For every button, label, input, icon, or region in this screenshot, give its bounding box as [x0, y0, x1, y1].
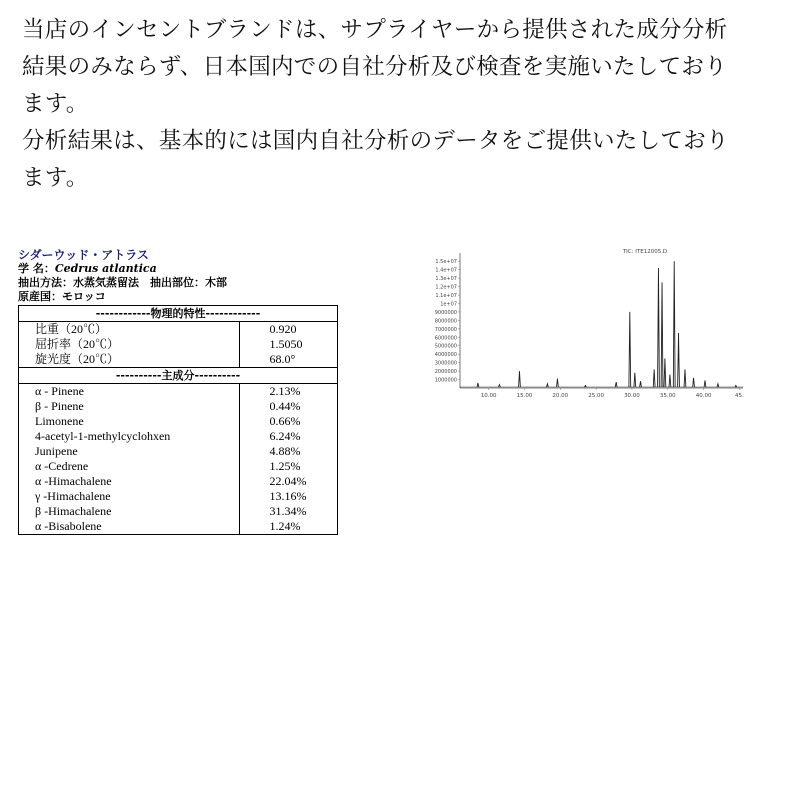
component-name: β -Himachalene — [35, 504, 112, 518]
scientific-name-line — [18, 262, 338, 276]
chromatogram-peak — [684, 369, 686, 387]
chart-title: TIC: ITE12005.D — [622, 249, 668, 255]
components-header: ----------主成分---------- — [19, 368, 338, 384]
component-value: 31.34% — [239, 504, 337, 519]
scientific-name: Cedrus atlantica — [54, 262, 157, 275]
component-name: Limonene — [35, 414, 84, 428]
chromatogram-peak — [557, 379, 559, 387]
chromatogram-peak — [477, 383, 479, 387]
y-tick-label: 6000000 — [434, 335, 457, 342]
y-tick-label: 5000000 — [434, 343, 457, 350]
component-name: γ -Himachalene — [35, 489, 111, 503]
table-row — [19, 474, 338, 489]
chromatogram-peak — [673, 261, 675, 387]
chromatogram-peak — [717, 384, 719, 387]
y-tick-label: 1e+07 — [440, 301, 457, 308]
chromatogram-peak — [664, 358, 666, 387]
chromatogram-peak — [499, 385, 501, 387]
chromatogram-peak — [640, 381, 642, 387]
physical-header: ------------物理的特性------------ — [19, 306, 338, 322]
intro-line: ます。 — [22, 91, 89, 117]
table-row — [19, 489, 338, 504]
x-tick-label: 10.00 — [480, 393, 497, 399]
chromatogram-peak — [661, 282, 663, 387]
table-row — [19, 384, 338, 400]
chromatogram-peak — [658, 268, 660, 387]
component-name: β - Pinene — [35, 399, 84, 413]
product-name: シダーウッド・アトラス — [18, 248, 149, 262]
components-section-header — [19, 368, 338, 384]
table-row — [19, 322, 338, 338]
extraction-info: 抽出方法：水蒸気蒸留法 抽出部位：木部 — [18, 276, 227, 289]
chromatogram-chart — [415, 245, 750, 405]
property-name: 比重（20℃） — [35, 322, 108, 336]
component-value: 0.66% — [239, 414, 337, 429]
component-value: 6.24% — [239, 429, 337, 444]
spec-table — [18, 305, 338, 535]
property-value: 68.0° — [239, 352, 337, 368]
component-value: 1.25% — [239, 459, 337, 474]
table-row — [19, 352, 338, 368]
component-name: α -Himachalene — [35, 474, 112, 488]
component-name: Junipene — [35, 444, 78, 458]
y-tick-label: 9000000 — [434, 309, 457, 316]
chromatogram-peak — [547, 384, 549, 387]
table-row — [19, 414, 338, 429]
component-value: 4.88% — [239, 444, 337, 459]
x-tick-label: 20.00 — [552, 393, 569, 399]
component-value: 13.16% — [239, 489, 337, 504]
intro-line: ます。 — [22, 165, 89, 191]
x-tick-label: 15.00 — [516, 393, 533, 399]
product-spec-sheet — [18, 248, 338, 535]
component-name: α -Cedrene — [35, 459, 89, 473]
y-tick-label: 4000000 — [434, 352, 457, 359]
chromatogram-peak — [653, 369, 655, 387]
table-row — [19, 429, 338, 444]
y-tick-label: 7000000 — [434, 326, 457, 333]
component-name: 4-acetyl-1-methylcyclohxen — [35, 429, 171, 443]
property-value: 0.920 — [239, 322, 337, 338]
y-tick-label: 1.3e+07 — [435, 276, 457, 283]
chromatogram-peak — [634, 373, 636, 387]
y-tick-label: 1.2e+07 — [435, 284, 457, 291]
x-tick-label: 30.00 — [624, 393, 640, 399]
component-value: 2.13% — [239, 384, 337, 400]
intro-line: 分析結果は、基本的には国内自社分析のデータをご提供いたしており — [22, 128, 729, 154]
x-tick-label: 40.00 — [695, 393, 712, 399]
chromatogram-peak — [669, 374, 671, 387]
table-row — [19, 459, 338, 474]
table-row — [19, 399, 338, 414]
chromatogram-peak — [678, 333, 680, 387]
component-value: 0.44% — [239, 399, 337, 414]
chromatogram-peak — [693, 378, 695, 387]
component-value: 22.04% — [239, 474, 337, 489]
physical-section-header — [19, 306, 338, 322]
scientific-label: 学 名： — [18, 262, 55, 275]
component-name: α -Bisabolene — [35, 519, 102, 533]
y-tick-label: 8000000 — [434, 318, 457, 325]
property-name: 旋光度（20℃） — [35, 352, 120, 366]
table-row — [19, 444, 338, 459]
chromatogram-svg — [415, 245, 750, 405]
component-name: α - Pinene — [35, 384, 84, 398]
chromatogram-peak — [615, 382, 617, 387]
table-row — [19, 337, 338, 352]
x-tick-label: 45. — [735, 393, 744, 399]
y-tick-label: 1.5e+07 — [435, 259, 457, 266]
intro-line: 結果のみならず、日本国内での自社分析及び検査を実施いたしており — [22, 54, 728, 80]
property-value: 1.5050 — [239, 337, 337, 352]
component-value: 1.24% — [239, 519, 337, 535]
y-tick-label: 2000000 — [434, 369, 457, 376]
property-name: 屈折率（20℃） — [35, 337, 120, 351]
table-row — [19, 519, 338, 535]
y-tick-label: 1.4e+07 — [435, 267, 457, 274]
y-tick-label: 3000000 — [434, 360, 457, 367]
table-row — [19, 504, 338, 519]
intro-line: 当店のインセントブランドは、サプライヤーから提供された成分分析 — [22, 17, 728, 43]
y-tick-label: 1.1e+07 — [435, 293, 457, 300]
chromatogram-peak — [704, 380, 706, 387]
intro-text — [22, 12, 782, 197]
x-tick-label: 35.00 — [659, 393, 676, 399]
chromatogram-peak — [629, 312, 631, 387]
x-tick-label: 25.00 — [588, 393, 605, 399]
chromatogram-peak — [519, 371, 521, 387]
y-tick-label: 1000000 — [434, 377, 457, 384]
origin-info: 原産国：モロッコ — [18, 290, 106, 303]
